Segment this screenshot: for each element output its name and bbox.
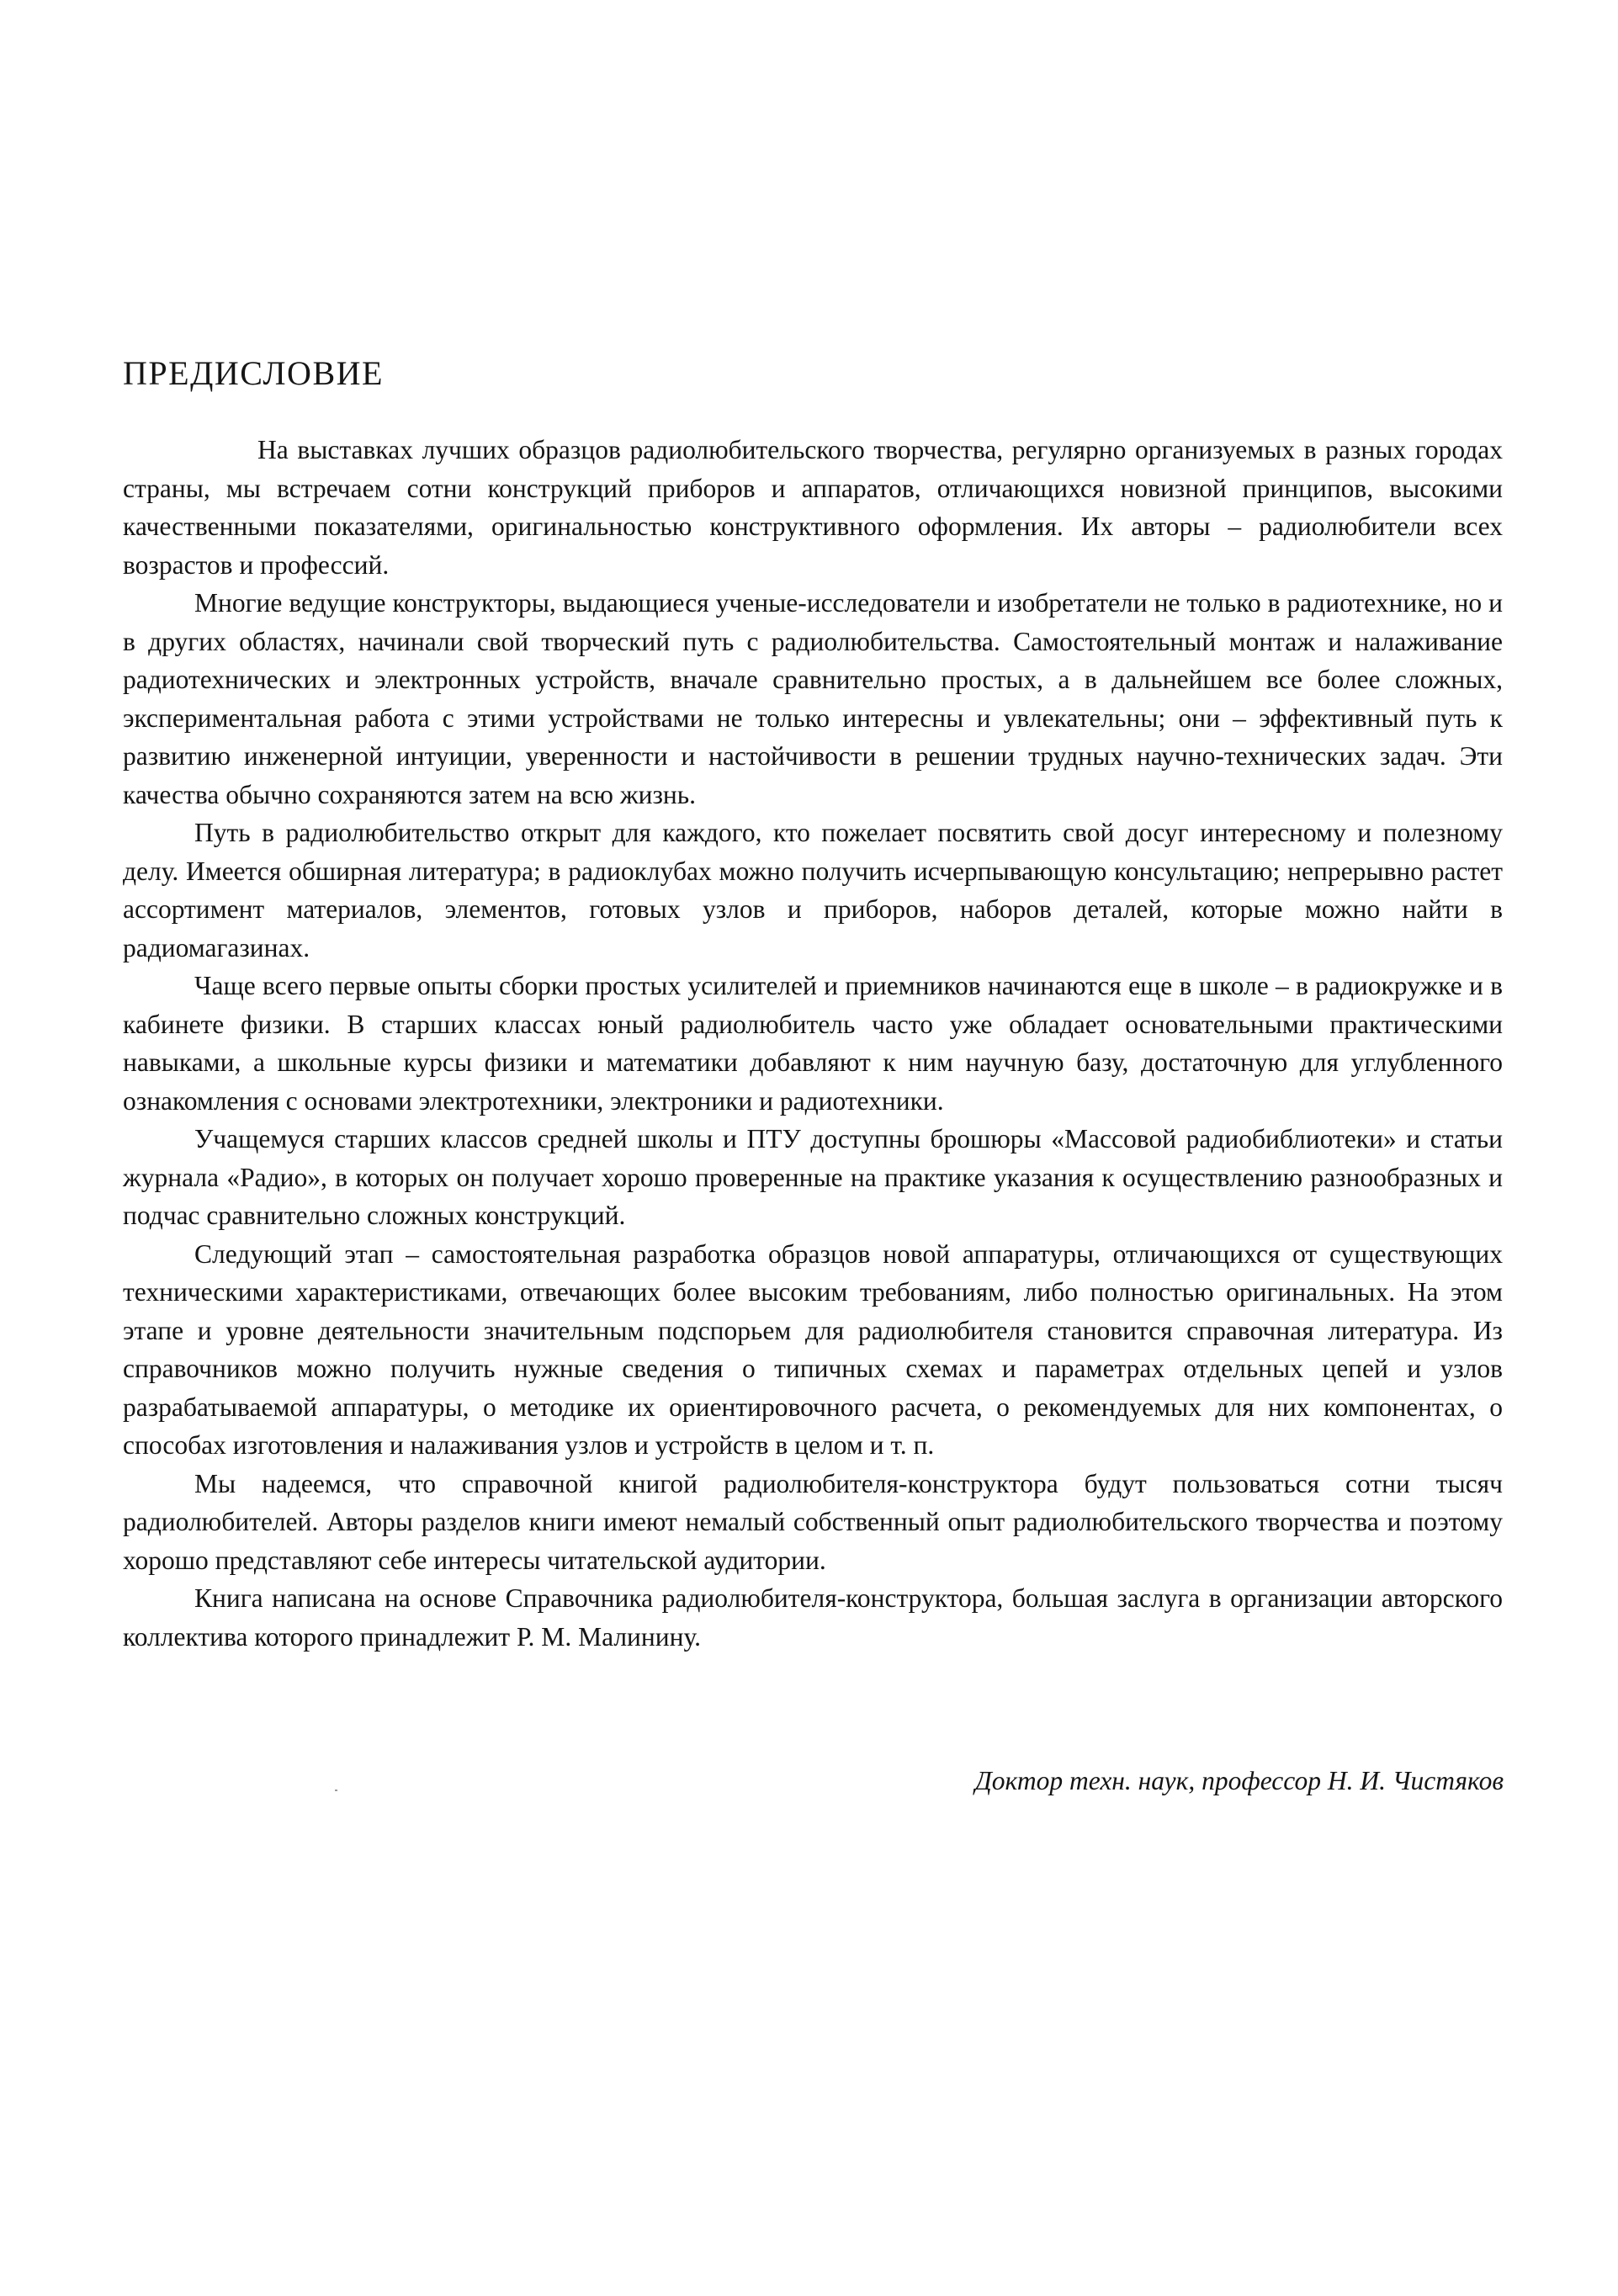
paragraph-1: На выставках лучших образцов радиолюбительского творчества, регулярно организуемых в разных городах страны, мы встречаем сотни конструкций приборов и аппаратов, отличающихся новизной принципов, высокими качественными показателями, оригинальностью конструктивного оформления. Их авторы – радиолюбители всех возрастов и профессий.	[123, 435, 1503, 580]
paragraph-5: Учащемуся старших классов средней школы и ПТУ доступны брошюры «Массовой радиобиблиотеки» и статьи журнала «Радио», в которых он получает хорошо проверенные на практике указания к осуществлению разнообразных и подчас сравнительно сложных конструкций.	[123, 1124, 1503, 1230]
paragraph-2: Многие ведущие конструкторы, выдающиеся ученые-исследователи и изобретатели не только в радиотехнике, но и в других областях, начинали свой творческий путь с радиолюбительства. Самостоятельный монтаж и налаживание радиотехнических и электронных устройств, вначале сравнительно простых, а в дальнейшем все более сложных, экспериментальная работа с этими устройствами не только интересны и увлекательны; они – эффективный путь к развитию инженерной интуиции, уверенности и настойчивости в решении трудных научно-технических задач. Эти качества обычно сохраняются затем на всю жизнь.	[123, 588, 1503, 809]
page-title: ПРЕДИСЛОВИЕ	[123, 354, 384, 392]
paragraph-3: Путь в радиолюбительство открыт для каждого, кто пожелает посвятить свой досуг интересному и полезному делу. Имеется обширная литература; в радиоклубах можно получить исчерпывающую консультацию; непрерывно растет ассортимент материалов, элементов, готовых узлов и приборов, наборов деталей, которые можно найти в радиомагазинах.	[123, 818, 1503, 962]
paragraph-7: Мы надеемся, что справочной книгой радиолюбителя-конструктора будут пользоваться сотни тысяч радиолюбителей. Авторы разделов книги имеют немалый собственный опыт радиолюбительского творчества и поэтому хорошо представляют себе интересы читательской аудитории.	[123, 1468, 1503, 1575]
paragraph-8: Книга написана на основе Справочника радиолюбителя-конструктора, большая заслуга в организации авторского коллектива которого принадлежит Р. М. Малинину.	[123, 1583, 1503, 1652]
paragraph-4: Чаще всего первые опыты сборки простых усилителей и приемников начинаются еще в школе – в радиокружке и в кабинете физики. В старших классах юный радиолюбитель часто уже обладает основательными практическими навыками, а школьные курсы физики и математики добавляют к ним научную базу, достаточную для углубленного ознакомления с основами электротехники, электроники и радиотехники.	[123, 971, 1503, 1116]
preface-body	[123, 431, 1503, 1656]
paragraph-6: Следующий этап – самостоятельная разработка образцов новой аппаратуры, отличающихся от существующих техническими характеристиками, отвечающих более высоким требованиям, либо полностью оригинальных. На этом этапе и уровне деятельности значительным подспорьем для радиолюбителя становится справочная литература. Из справочников можно получить нужные сведения о типичных схемах и параметрах отдельных цепей и узлов разрабатываемой аппаратуры, о методике их ориентировочного расчета, о рекомендуемых для них компонентах, о способах изготовления и налаживания узлов и устройств в целом и т. п.	[123, 1238, 1503, 1460]
author-signature: Доктор техн. наук, профессор Н. И. Чистяков	[974, 1766, 1504, 1795]
scan-speck	[335, 1790, 337, 1791]
